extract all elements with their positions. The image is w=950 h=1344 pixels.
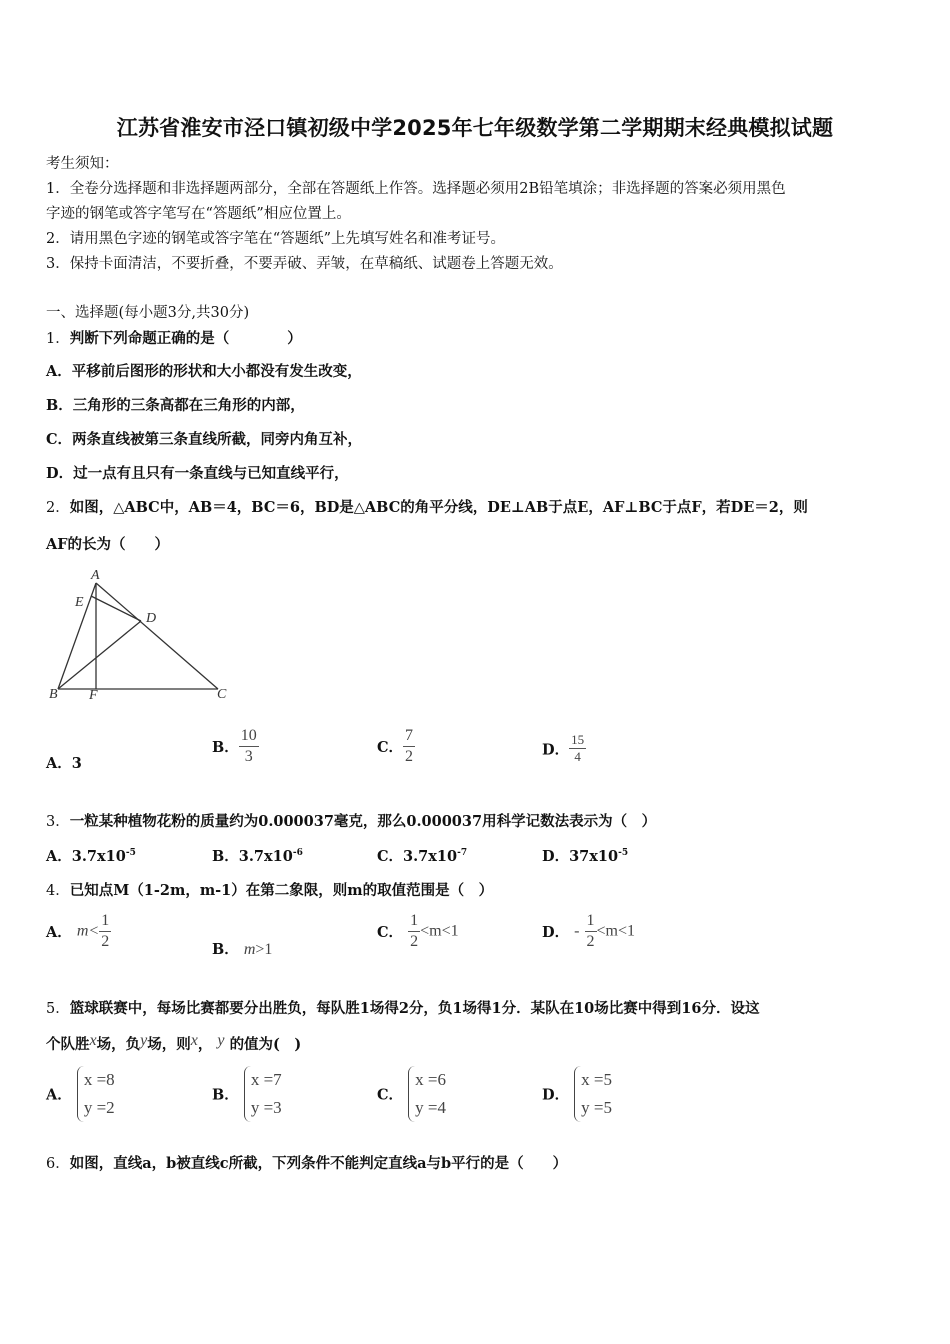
figure-label-f: F [89,688,98,703]
question-4-option-b: B． m>1 [212,941,273,958]
question-2-stem-cont: AF的长为（ ） [46,536,170,553]
question-1-option-b: B．三角形的三条高都在三角形的内部， [46,397,305,414]
question-2-option-d: D． $\frac{15}{4}$ [542,732,585,765]
notice-line-2: 2．请用黑色字迹的钢笔或答字笔在“答题纸”上先填写姓名和准考证号。 [46,231,506,247]
figure-label-c: C [217,687,227,702]
question-5-option-b: B． x =7 y =3 [212,1066,282,1122]
question-5-option-d: D． x =5 y =5 [542,1066,612,1122]
triangle-figure [40,565,240,705]
notice-line-1: 1．全卷分选择题和非选择题两部分，全部在答题纸上作答。选择题必须用2B铅笔填涂；非选择题的答案必须用黑色 [46,181,786,197]
notice-line-3: 3．保持卡面清洁，不要折叠，不要弄破、弄皱，在草稿纸、试题卷上答题无效。 [46,256,563,272]
question-1-option-a: A．平移前后图形的形状和大小都没有发生改变， [46,363,362,380]
question-4-option-d: D． - $\frac{1}{2}$ <m<1 [542,912,636,950]
question-3-option-b: B．$3.7x10^{-6}$ [212,848,303,865]
question-5-option-a: A． x =8 y =2 [46,1066,115,1122]
question-2-option-b: B． $\frac{10}{3}$ [212,727,257,765]
question-1-stem: 1．判断下列命题正确的是（ ） [46,330,302,347]
figure-label-a: A [91,568,100,583]
question-4-option-a: A． m< $\frac{1}{2}$ [46,912,110,950]
question-3-stem: 3．一粒某种植物花粉的质量约为0.000037毫克，那么0.000037用科学记数法表示为（ ） [46,813,657,830]
question-5-stem: 5．篮球联赛中，每场比赛都要分出胜负，每队胜1场得2分，负1场得1分．某队在10场比赛中得到16分．设这 [46,1000,760,1017]
notice-line-1-cont: 字迹的钢笔或答字笔写在“答题纸”相应位置上。 [46,206,351,222]
question-1-option-c: C．两条直线被第三条直线所截，同旁内角互补， [46,431,363,448]
figure-label-d: D [146,611,157,626]
question-3-option-d: D．$37x10^{-5}$ [542,848,629,865]
question-4-stem: 4．已知点M（1-2m，m-1）在第二象限，则m的取值范围是（ ） [46,882,494,899]
question-3-option-c: C．$3.7x10^{-7}$ [377,848,468,865]
section-heading: 一、选择题(每小题3分,共30分) [46,305,250,321]
question-2-stem: 2．如图，△ABC中，AB＝4，BC＝6，BD是△ABC的角平分线，DE⊥AB于点E，AF⊥BC于点F，若DE＝2，则 [46,499,808,516]
question-5-stem-cont: 个队胜x场，负y场，则x， y 的值为( ) [46,1032,302,1053]
question-2-option-a: A．3 [46,755,82,772]
notice-heading: 考生须知： [46,156,119,172]
page-title: 江苏省淮安市泾口镇初级中学2025年七年级数学第二学期期末经典模拟试题 [116,116,834,140]
question-4-option-c: C． $\frac{1}{2}$ <m<1 [377,912,459,950]
figure-label-e: E [75,595,84,610]
question-5-option-c: C． x =6 y =4 [377,1066,446,1122]
question-3-option-a: A．$3.7x10^{-5}$ [46,848,136,865]
question-1-option-d: D．过一点有且只有一条直线与已知直线平行， [46,465,349,482]
question-2-option-c: C． $\frac{7}{2}$ [377,727,414,765]
question-6-stem: 6．如图，直线a，b被直线c所截，下列条件不能判定直线a与b平行的是（ ） [46,1155,568,1172]
figure-label-b: B [49,687,58,702]
